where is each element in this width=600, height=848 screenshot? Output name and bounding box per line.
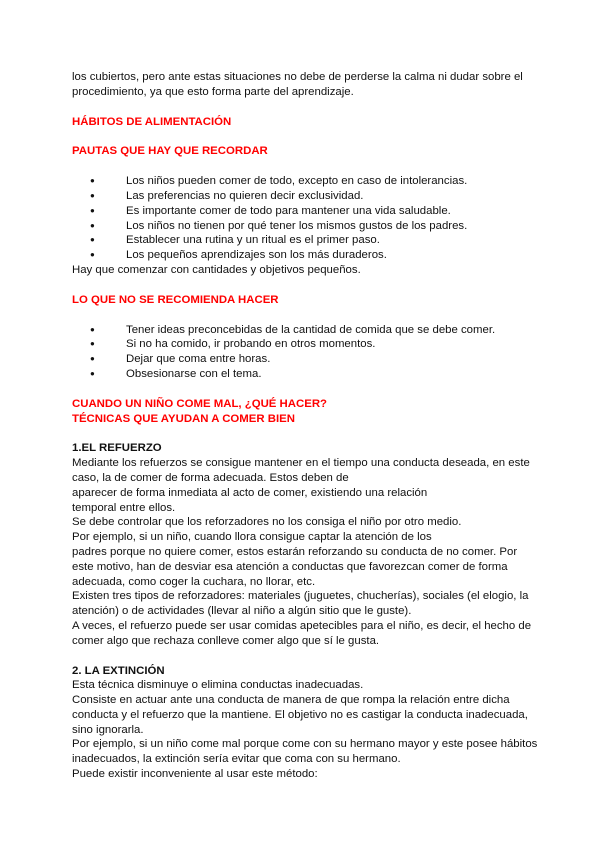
text-line: Mediante los refuerzos se consigue mantener en el tiempo una conducta deseada, en este	[72, 457, 530, 470]
list-item: ● Obsesionarse con el tema.	[90, 367, 540, 382]
text-line: A veces, el refuerzo puede ser usar comidas apetecibles para el niño, es decir, el hecho de	[72, 619, 532, 632]
list-item: ● Las preferencias no quieren decir exclusividad.	[90, 189, 540, 204]
subsection-heading-extincion: 2. LA EXTINCIÓN	[72, 664, 165, 677]
extincion-paragraph	[72, 678, 540, 782]
text-line: Por ejemplo, si un niño, cuando llora consigue captar la atención de los	[72, 531, 432, 544]
text-line: atención) o de actividades (llevar al niño a algún sitio que le guste).	[72, 605, 412, 618]
text-line: Puede existir inconveniente al usar este método:	[72, 768, 318, 781]
text-line: inadecuados, la extinción sería evitar que coma con su hermano.	[72, 753, 401, 766]
no-recomienda-list	[72, 323, 540, 382]
text-line: Consiste en actuar ante una conducta de manera de que rompa la relación entre dicha	[72, 694, 510, 707]
section-heading-habitos: HÁBITOS DE ALIMENTACIÓN	[72, 115, 232, 128]
list-item: ● Los niños no tienen por qué tener los mismos gustos de los padres.	[90, 219, 540, 234]
subsection-heading-refuerzo: 1.EL REFUERZO	[72, 442, 162, 455]
section-heading-tecnicas: TÉCNICAS QUE AYUDAN A COMER BIEN	[72, 412, 295, 425]
text-line: sino ignorarla.	[72, 723, 144, 736]
text-line: este motivo, han de desviar esa atención a conductas que favorezcan comer de forma	[72, 560, 508, 573]
section-heading-pautas: PAUTAS QUE HAY QUE RECORDAR	[72, 145, 268, 158]
list-item: ● Los pequeños aprendizajes son los más duraderos.	[90, 248, 540, 263]
pautas-after-text: Hay que comenzar con cantidades y objetivos pequeños.	[72, 263, 361, 276]
text-line: Existen tres tipos de reforzadores: materiales (juguetes, chucherías), sociales (el elogio, la	[72, 590, 529, 603]
text-line: los cubiertos, pero ante estas situaciones no debe de perderse la calma ni dudar sobre el	[72, 71, 523, 83]
list-item: ● Tener ideas preconcebidas de la cantidad de comida que se debe comer.	[90, 323, 540, 338]
text-line: conducta y el refuerzo que la mantiene. El objetivo no es castigar la conducta inadecuada,	[72, 708, 528, 721]
text-line: aparecer de forma inmediata al acto de comer, existiendo una relación	[72, 486, 428, 499]
list-item: ● Es importante comer de todo para mantener una vida saludable.	[90, 204, 540, 219]
pautas-list	[72, 174, 540, 263]
list-item: ● Dejar que coma entre horas.	[90, 352, 540, 367]
text-line: Por ejemplo, si un niño come mal porque come con su hermano mayor y este posee hábitos	[72, 738, 538, 751]
text-line: Se debe controlar que los reforzadores no los consiga el niño por otro medio.	[72, 516, 462, 529]
refuerzo-paragraph	[72, 456, 540, 648]
section-heading-no-recomienda: LO QUE NO SE RECOMIENDA HACER	[72, 293, 279, 306]
intro-paragraph	[72, 70, 540, 100]
text-line: caso, la de comer de forma adecuada. Estos deben de	[72, 471, 349, 484]
text-line: temporal entre ellos.	[72, 501, 176, 514]
text-line: adecuada, como coger la cuchara, no llorar, etc.	[72, 575, 316, 588]
list-item: ● Los niños pueden comer de todo, excepto en caso de intolerancias.	[90, 174, 540, 189]
list-item: ● Si no ha comido, ir probando en otros momentos.	[90, 337, 540, 352]
text-line: padres porque no quiere comer, estos estarán reforzando su conducta de no comer. Por	[72, 545, 518, 558]
list-item: ● Establecer una rutina y un ritual es el primer paso.	[90, 233, 540, 248]
text-line: Esta técnica disminuye o elimina conductas inadecuadas.	[72, 679, 364, 692]
text-line: procedimiento, ya que esto forma parte del aprendizaje.	[72, 85, 354, 98]
text-line: comer algo que rechaza conlleve comer algo que sí le gusta.	[72, 634, 380, 647]
section-heading-come-mal: CUANDO UN NIÑO COME MAL, ¿QUÉ HACER?	[72, 397, 328, 410]
